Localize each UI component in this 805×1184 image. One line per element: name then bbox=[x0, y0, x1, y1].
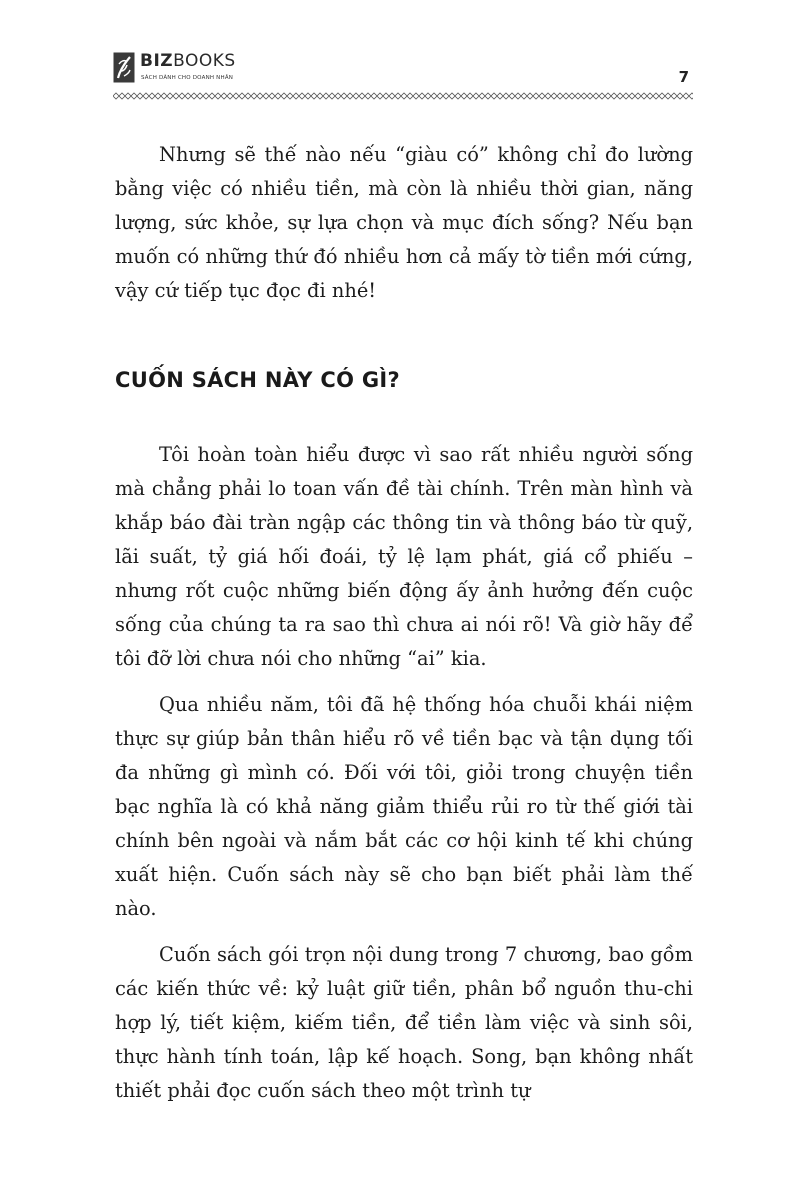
page-number: 7 bbox=[678, 68, 689, 86]
body-paragraph-2: Qua nhiều năm, tôi đã hệ thống hóa chuỗi khái niệm thực sự giúp bản thân hiểu rõ về tiền bạc và tận dụng tối đa những gì mình có. Đối với tôi, giỏi trong chuyện tiền bạc nghĩa là có khả năng giảm thiểu rủi ro từ thế giới tài chính bên ngoài và nắm bắt các cơ hội kinh tế khi chúng xuất hiện. Cuốn sách này sẽ cho bạn biết phải làm thế nào. bbox=[115, 693, 693, 920]
bizbooks-logo-icon bbox=[113, 52, 135, 83]
body-paragraph-3: Cuốn sách gói trọn nội dung trong 7 chương, bao gồm các kiến thức về: kỷ luật giữ tiền, phân bổ nguồn thu-chi hợp lý, tiết kiệm, kiếm tiền, để tiền làm việc và sinh sôi, thực hành tính toán, lập kế hoạch. Song, bạn không nhất thiết phải đọc cuốn sách theo một trình tự bbox=[115, 943, 693, 1102]
intro-paragraph: Nhưng sẽ thế nào nếu “giàu có” không chỉ đo lường bằng việc có nhiều tiền, mà còn là nhiều thời gian, năng lượng, sức khỏe, sự lựa chọn và mục đích sống? Nếu bạn muốn có những thứ đó nhiều hơn cả mấy tờ tiền mới cứng, vậy cứ tiếp tục đọc đi nhé! bbox=[115, 143, 693, 302]
header-rule bbox=[113, 92, 693, 100]
brand-name: BIZBOOKS bbox=[140, 51, 236, 71]
page-header bbox=[113, 52, 693, 102]
brand-tagline: SÁCH DÀNH CHO DOANH NHÂN bbox=[141, 75, 234, 81]
section-heading: CUỐN SÁCH NÀY CÓ GÌ? bbox=[115, 368, 401, 392]
page-body bbox=[115, 138, 693, 1108]
body-paragraph-1: Tôi hoàn toàn hiểu được vì sao rất nhiều người sống mà chẳng phải lo toan vấn đề tài chính. Trên màn hình và khắp báo đài tràn ngập các thông tin và thông báo từ quỹ, lãi suất, tỷ giá hối đoái, tỷ lệ lạm phát, giá cổ phiếu – nhưng rốt cuộc những biến động ấy ảnh hưởng đến cuộc sống của chúng ta ra sao thì chưa ai nói rõ! Và giờ hãy để tôi đỡ lời chưa nói cho những “ai” kia. bbox=[115, 443, 693, 670]
